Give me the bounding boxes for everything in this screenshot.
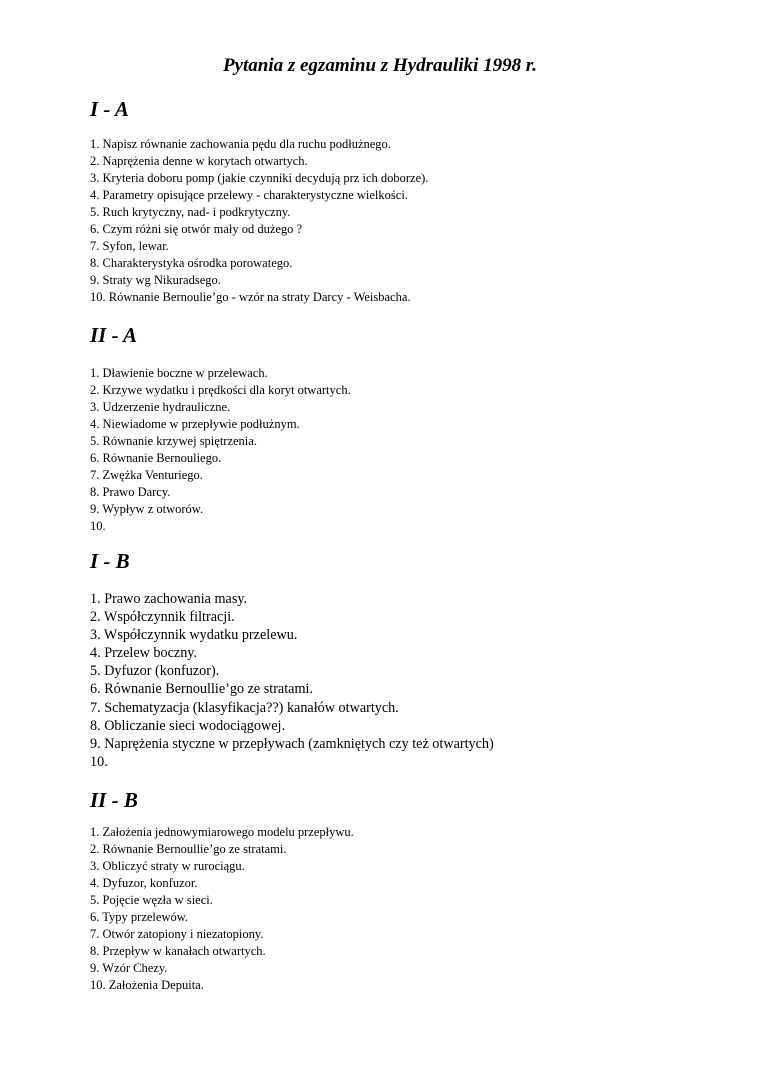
list-item: 3. Obliczyć straty w rurociągu.	[90, 859, 245, 873]
list-item: 6. Równanie Bernoullie’go ze stratami.	[90, 681, 313, 698]
list-item: 2. Równanie Bernoullie’go ze stratami.	[90, 842, 287, 856]
list-item: 9. Straty wg Nikuradsego.	[90, 273, 221, 287]
section-heading: I - B	[90, 549, 130, 573]
list-item: 7. Zwężka Venturiego.	[90, 468, 203, 482]
list-item: 4. Dyfuzor, konfuzor.	[90, 876, 198, 890]
list-item: 6. Równanie Bernouliego.	[90, 451, 222, 465]
list-item: 4. Parametry opisujące przelewy - charakterystyczne wielkości.	[90, 188, 408, 202]
list-item: 5. Ruch krytyczny, nad- i podkrytyczny.	[90, 205, 291, 219]
list-item: 2. Krzywe wydatku i prędkości dla koryt otwartych.	[90, 383, 351, 397]
question-list	[90, 824, 730, 994]
list-item: 10.	[90, 753, 108, 770]
list-item: 7. Syfon, lewar.	[90, 239, 169, 253]
list-item: 9. Wzór Chezy.	[90, 961, 168, 975]
section-heading: I - A	[90, 97, 129, 121]
question-list	[90, 590, 730, 771]
list-item: 5. Pojęcie węzła w sieci.	[90, 893, 213, 907]
list-item: 7. Otwór zatopiony i niezatopiony.	[90, 927, 264, 941]
section-ii-a	[90, 322, 730, 535]
question-list	[90, 365, 730, 535]
list-item: 4. Niewiadome w przepływie podłużnym.	[90, 417, 300, 431]
list-item: 6. Czym różni się otwór mały od dużego ?	[90, 222, 303, 236]
section-i-b	[90, 548, 730, 771]
list-item: 8. Obliczanie sieci wodociągowej.	[90, 717, 286, 734]
question-list	[90, 136, 730, 306]
list-item: 3. Kryteria doboru pomp (jakie czynniki decydują prz ich doborze).	[90, 171, 429, 185]
list-item: 2. Współczynnik filtracji.	[90, 609, 235, 626]
list-item: 10. Równanie Bernoulie’go - wzór na straty Darcy - Weisbacha.	[90, 290, 411, 304]
list-item: 1. Prawo zachowania masy.	[90, 591, 248, 607]
list-item: 4. Przelew boczny.	[90, 645, 198, 662]
list-item: 9. Naprężenia styczne w przepływach (zamkniętych czy też otwartych)	[90, 735, 494, 752]
list-item: 3. Współczynnik wydatku przelewu.	[90, 627, 298, 644]
list-item: 6. Typy przelewów.	[90, 910, 189, 924]
list-item: 8. Prawo Darcy.	[90, 485, 171, 499]
list-item: 2. Naprężenia denne w korytach otwartych.	[90, 154, 308, 168]
list-item: 10. Założenia Depuita.	[90, 978, 204, 992]
list-item: 1. Założenia jednowymiarowego modelu przepływu.	[90, 825, 354, 839]
list-item: 8. Charakterystyka ośrodka porowatego.	[90, 256, 293, 270]
list-item: 3. Udzerzenie hydrauliczne.	[90, 400, 231, 414]
list-item: 7. Schematyzacja (klasyfikacja??) kanałów otwartych.	[90, 699, 399, 716]
list-item: 10.	[90, 519, 106, 533]
section-heading: II - A	[90, 323, 138, 347]
section-ii-b	[90, 787, 730, 994]
list-item: 5. Dyfuzor (konfuzor).	[90, 663, 220, 680]
list-item: 1. Dławienie boczne w przelewach.	[90, 366, 268, 380]
page-title: Pytania z egzaminu z Hydrauliki 1998 r.	[222, 55, 538, 76]
list-item: 9. Wypływ z otworów.	[90, 502, 204, 516]
section-heading: II - B	[90, 788, 138, 812]
list-item: 5. Równanie krzywej spiętrzenia.	[90, 434, 257, 448]
list-item: 8. Przepływ w kanałach otwartych.	[90, 944, 266, 958]
list-item: 1. Napisz równanie zachowania pędu dla ruchu podłużnego.	[90, 137, 391, 151]
section-i-a	[90, 96, 730, 306]
